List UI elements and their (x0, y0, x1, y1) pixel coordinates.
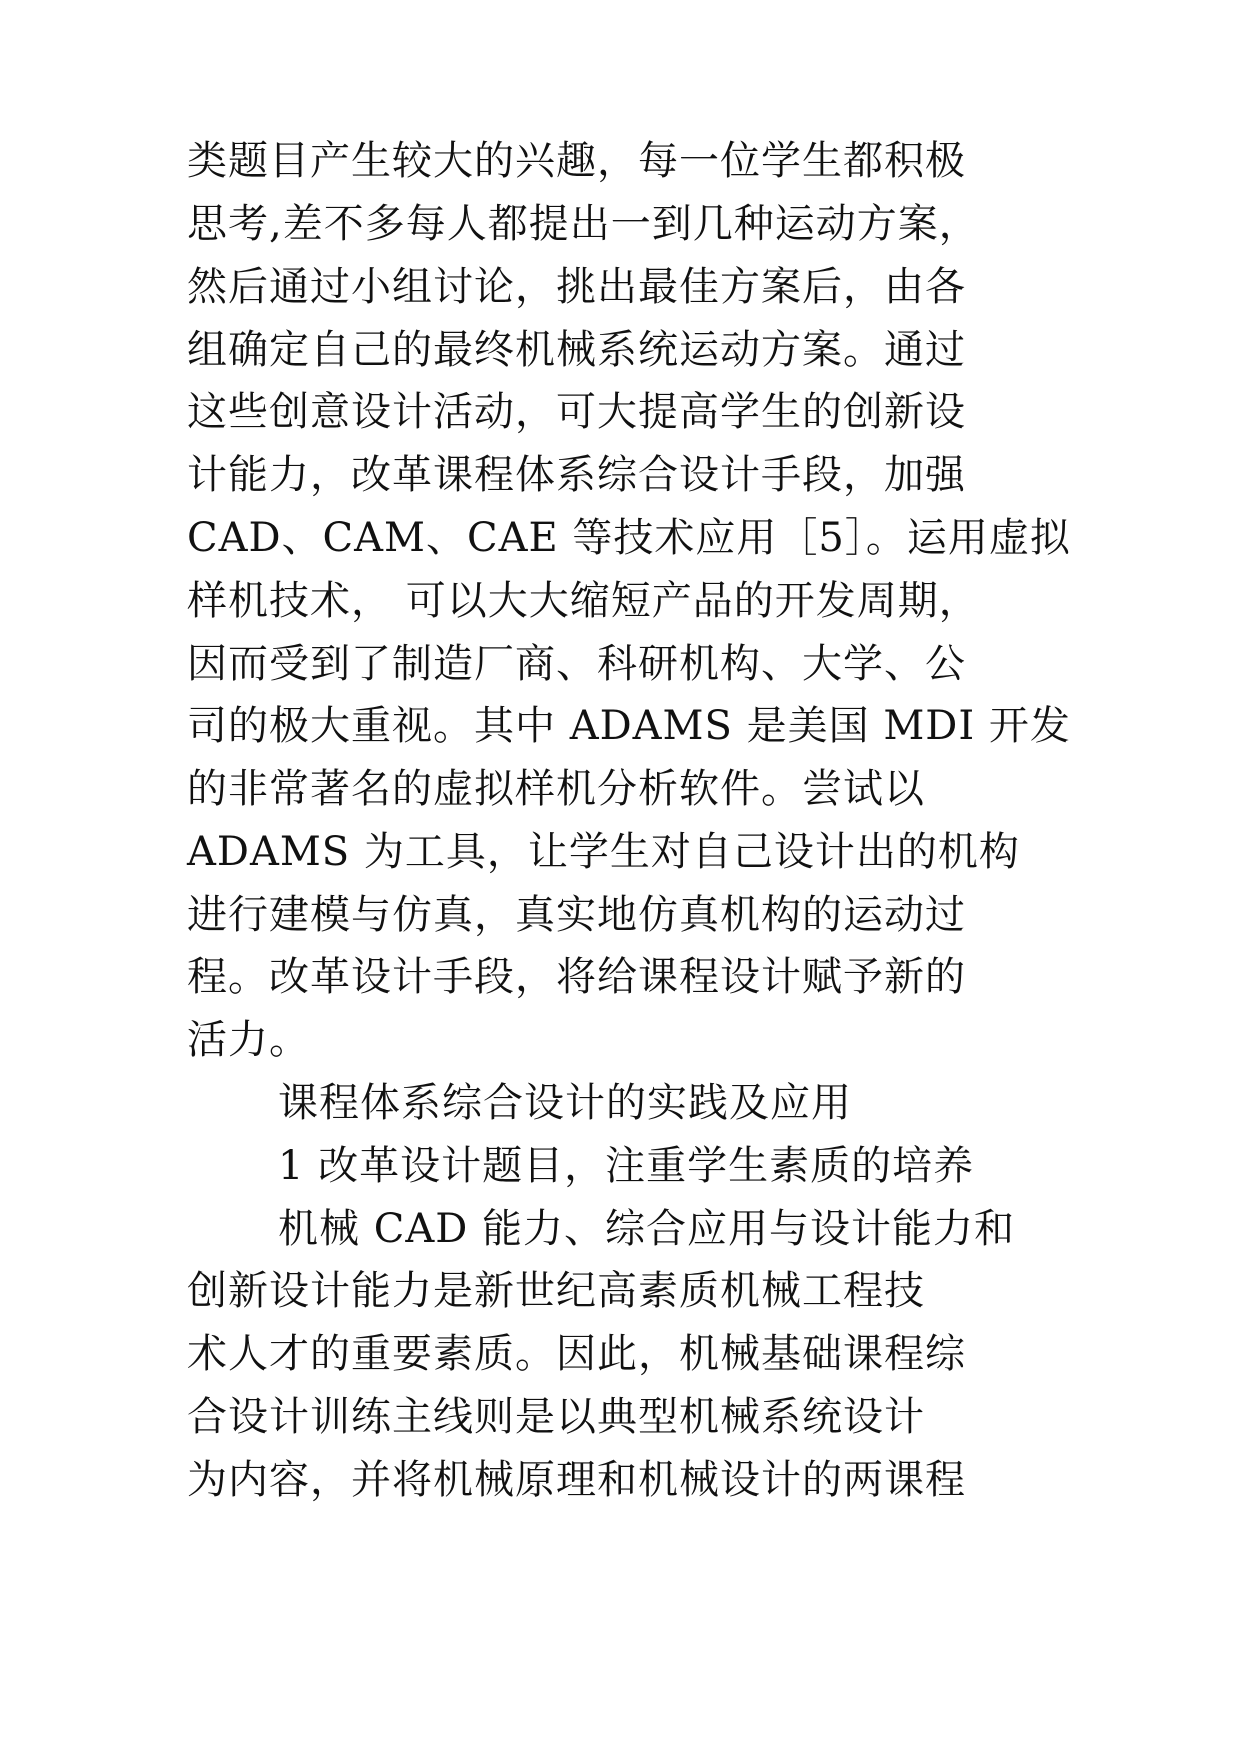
text-line: 合设计训练主线则是以典型机械系统设计 (187, 1394, 925, 1440)
section-heading: 课程体系综合设计的实践及应用 (278, 1080, 852, 1126)
text-line: 术人才的重要素质。因此，机械基础课程综 (187, 1331, 966, 1377)
text-line: 然后通过小组讨论，挑出最佳方案后，由各 (187, 264, 966, 310)
text-line: 创新设计能力是新世纪高素质机械工程技 (187, 1268, 925, 1314)
text-line: 思考,差不多每人都提出一到几种运动方案， (187, 201, 980, 247)
text-line: ADAMS 为工具，让学生对自己设计出的机构 (187, 829, 1020, 875)
text-line: 为内容，并将机械原理和机械设计的两课程 (187, 1457, 966, 1503)
text-line: 计能力，改革课程体系综合设计手段，加强 (187, 452, 966, 498)
text-line: 样机技术， 可以大大缩短产品的开发周期， (187, 578, 980, 624)
text-line: 活力。 (187, 1017, 310, 1063)
text-line: 司的极大重视。其中 ADAMS 是美国 MDI 开发 (187, 703, 1071, 749)
text-line: 的非常著名的虚拟样机分析软件。尝试以 (187, 766, 925, 812)
text-line: 组确定自己的最终机械系统运动方案。通过 (187, 327, 966, 373)
text-line: 因而受到了制造厂商、科研机构、大学、公 (187, 641, 966, 687)
text-line: 这些创意设计活动，可大提高学生的创新设 (187, 389, 966, 435)
text-line: CAD、CAM、CAE 等技术应用［5］。运用虚拟 (187, 515, 1071, 561)
text-line: 机械 CAD 能力、综合应用与设计能力和 (278, 1206, 1015, 1252)
text-line: 程。改革设计手段，将给课程设计赋予新的 (187, 954, 966, 1000)
text-line: 类题目产生较大的兴趣，每一位学生都积极 (187, 138, 966, 184)
subsection-heading: 1 改革设计题目，注重学生素质的培养 (278, 1143, 975, 1189)
text-line: 进行建模与仿真，真实地仿真机构的运动过 (187, 892, 966, 938)
